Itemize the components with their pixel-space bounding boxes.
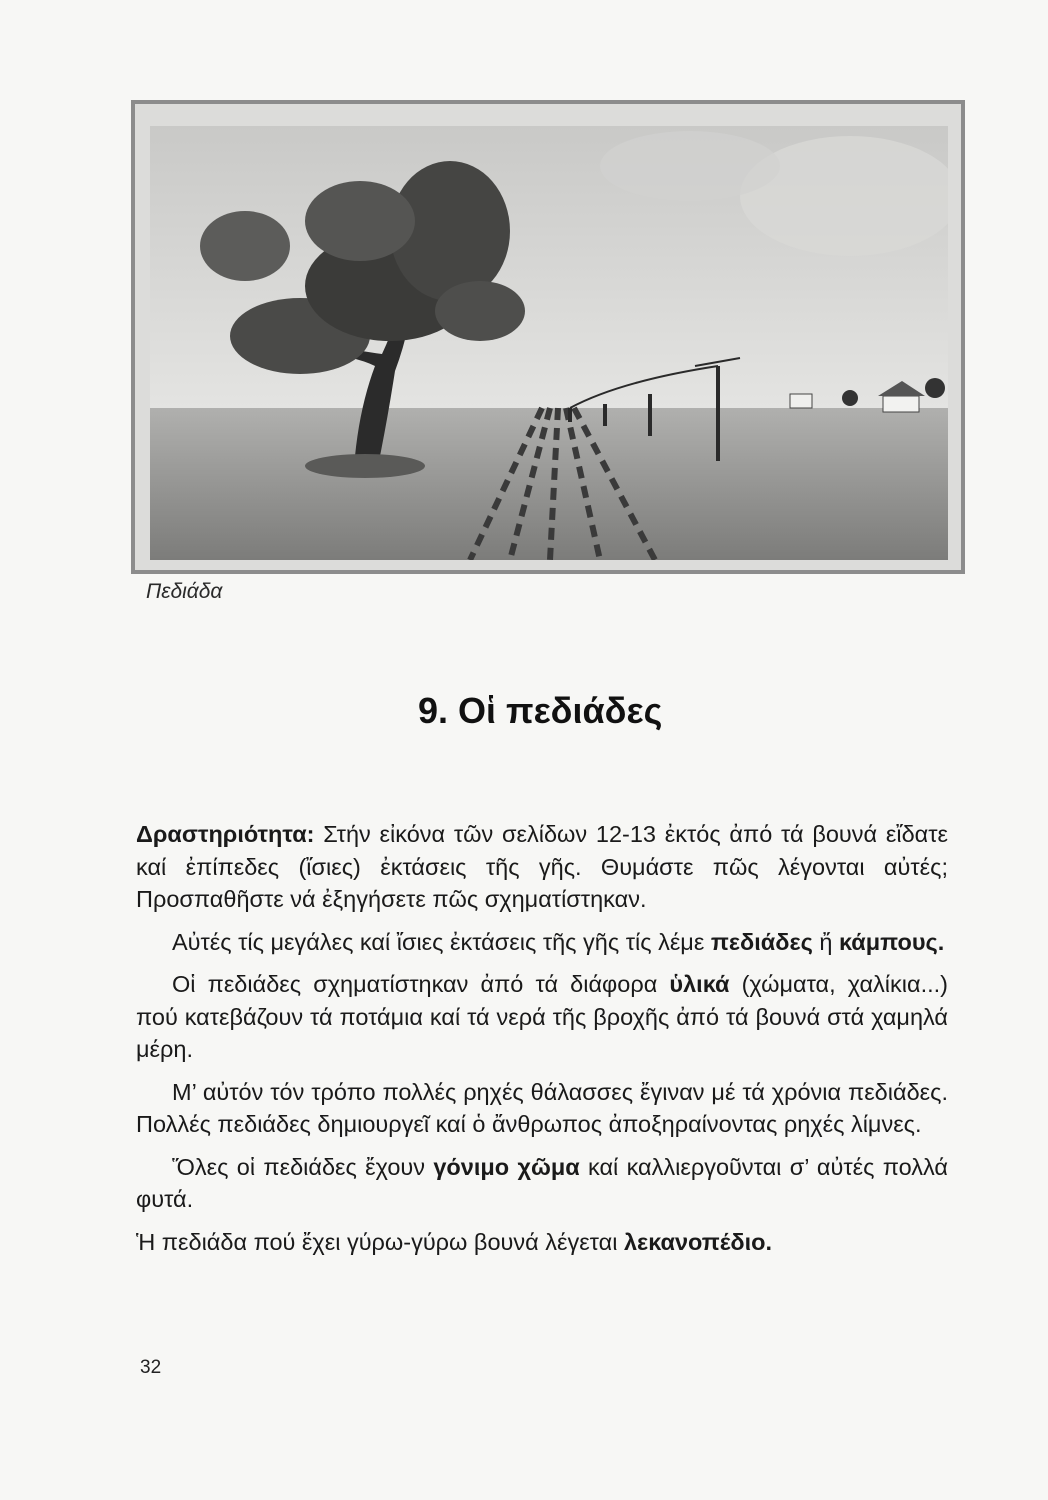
activity-paragraph bbox=[136, 818, 948, 916]
paragraph-seas: Μ’ αὐτόν τόν τρόπο πολλές ρηχές θάλασσες ἔγιναν μέ τά χρόνια πεδιάδες. Πολλές πεδιάδες δημιουργεῖ καί ὁ ἄνθρωπος ἀποξηραίνοντας ρηχές λίμνες. bbox=[136, 1078, 948, 1137]
paragraph-text: ἤ bbox=[812, 928, 839, 955]
paragraph-basin bbox=[136, 1226, 948, 1259]
term-gonimo-choma: γόνιμο χῶμα bbox=[433, 1153, 580, 1180]
plain-landscape-illustration bbox=[150, 126, 948, 560]
activity-text: Στήν εἰκόνα τῶν σελίδων 12-13 ἐκτός ἀπό τά βουνά εἴδατε καί ἐπίπεδες (ἴσιες) ἐκτάσεις τῆς γῆς. Θυμάστε πῶς λέγονται αὐτές; Προσπαθῆστε νά ἐξηγήσετε πῶς σχηματίστηκαν. bbox=[136, 821, 949, 912]
plain-illustration-frame bbox=[131, 100, 965, 574]
figure-caption: Πεδιάδα bbox=[146, 580, 223, 603]
paragraph-text: Ὅλες οἱ πεδιάδες ἔχουν bbox=[172, 1153, 434, 1180]
page-number: 32 bbox=[140, 1357, 162, 1378]
paragraph-text: Οἱ πεδιάδες σχηματίστηκαν ἀπό τά διάφορα bbox=[172, 971, 670, 997]
paragraph-fertile bbox=[136, 1151, 948, 1216]
term-pediades: πεδιάδες bbox=[710, 928, 813, 955]
page-title: 9. Οἱ πεδιάδες bbox=[418, 690, 663, 731]
paragraph-text: καί καλλιεργοῦνται σ’ αὐτές πολλά φυτά. bbox=[136, 1153, 948, 1212]
paragraph-text: Αὐτές τίς μεγάλες καί ἴσιες ἐκτάσεις τῆς γῆς τίς λέμε bbox=[172, 928, 711, 955]
paragraph-text: Ἡ πεδιάδα πού ἔχει γύρω-γύρω βουνά λέγεται bbox=[136, 1228, 624, 1255]
paragraph-text: (χώματα, χαλίκια...) πού κατεβάζουν τά ποτάμια καί τά νερά τῆς βροχῆς ἀπό τά βουνά στά χαμηλά μέρη. bbox=[136, 971, 949, 1062]
term-kampous: κάμπους. bbox=[838, 928, 945, 955]
paragraph-formation bbox=[136, 968, 948, 1066]
activity-label: Δραστηριότητα: bbox=[136, 821, 315, 847]
paragraph-definition bbox=[136, 926, 948, 959]
term-ylika: ὑλικά bbox=[669, 971, 730, 997]
term-lekanopedio: λεκανοπέδιο. bbox=[623, 1228, 773, 1255]
lesson-body bbox=[136, 818, 948, 1258]
